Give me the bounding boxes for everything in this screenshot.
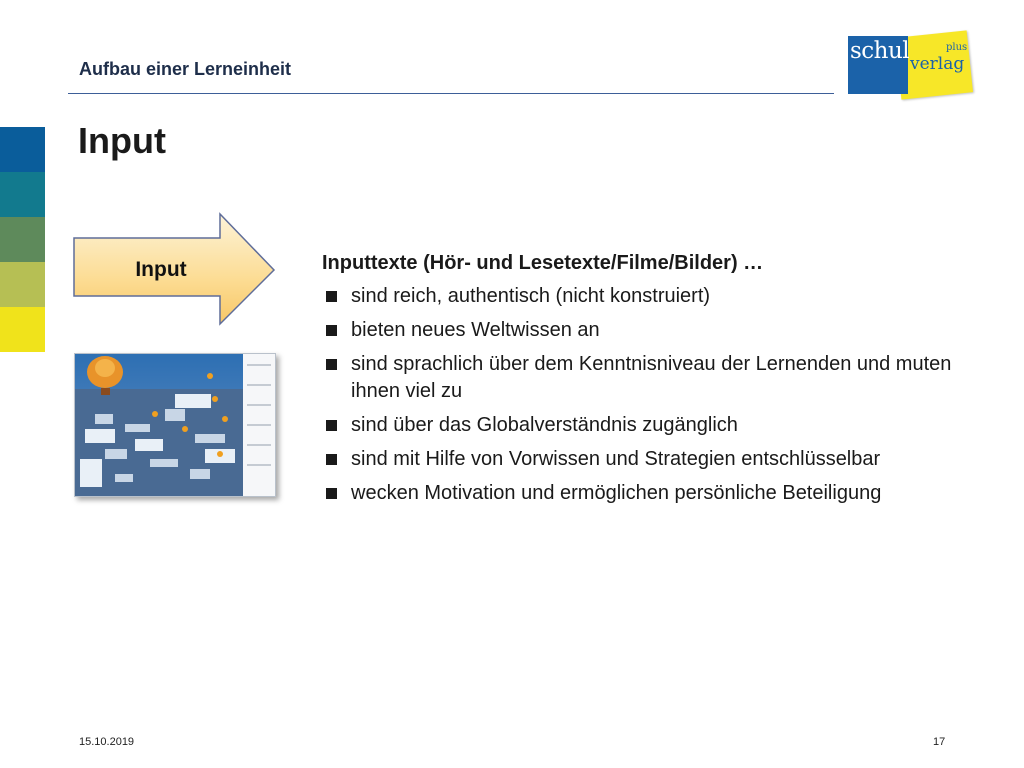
- color-bar-blue: [0, 127, 45, 172]
- square-bullet-icon: [326, 291, 337, 302]
- bullet-item: [322, 446, 962, 473]
- square-bullet-icon: [326, 488, 337, 499]
- page-title: Input: [78, 120, 166, 161]
- arrow-label: Input: [135, 258, 187, 281]
- bullet-text: sind mit Hilfe von Vorwissen und Strategien entschlüsselbar: [351, 448, 881, 470]
- bullet-item: [322, 412, 962, 439]
- logo-word-schul: schul: [850, 38, 910, 64]
- header-title: Aufbau einer Lerneinheit: [79, 59, 292, 79]
- header-divider: [68, 93, 834, 94]
- square-bullet-icon: [326, 420, 337, 431]
- book-page-thumbnail: [74, 353, 276, 497]
- square-bullet-icon: [326, 359, 337, 370]
- logo-word-plus: plus: [946, 42, 968, 53]
- bullet-text: sind über das Globalverständnis zugänglich: [351, 414, 738, 436]
- bullet-text: sind sprachlich über dem Kenntnisniveau der Lernenden und muten ihnen viel zu: [351, 353, 952, 402]
- bullet-item: [322, 351, 962, 405]
- content-block: [322, 252, 962, 514]
- bullet-item: [322, 317, 962, 344]
- bullet-text: wecken Motivation und ermöglichen persönliche Beteiligung: [351, 482, 882, 504]
- bullet-item: [322, 283, 962, 310]
- bullet-item: [322, 480, 962, 507]
- bullet-text: sind reich, authentisch (nicht konstruiert): [351, 285, 711, 307]
- footer-date: 15.10.2019: [79, 736, 135, 748]
- square-bullet-icon: [326, 454, 337, 465]
- bullet-list: [322, 283, 962, 507]
- footer-page-number: 17: [933, 736, 946, 748]
- color-bar-olive: [0, 262, 45, 307]
- logo-word-verlag: verlag: [910, 54, 965, 74]
- bullet-text: bieten neues Weltwissen an: [351, 319, 600, 341]
- square-bullet-icon: [326, 325, 337, 336]
- content-intro: Inputtexte (Hör- und Lesetexte/Filme/Bilder) …: [322, 252, 764, 274]
- color-bar-green: [0, 217, 45, 262]
- color-bar-teal: [0, 172, 45, 217]
- book-page-image-icon: [75, 354, 275, 496]
- publisher-logo: [846, 30, 976, 100]
- color-bar-yellow: [0, 307, 45, 352]
